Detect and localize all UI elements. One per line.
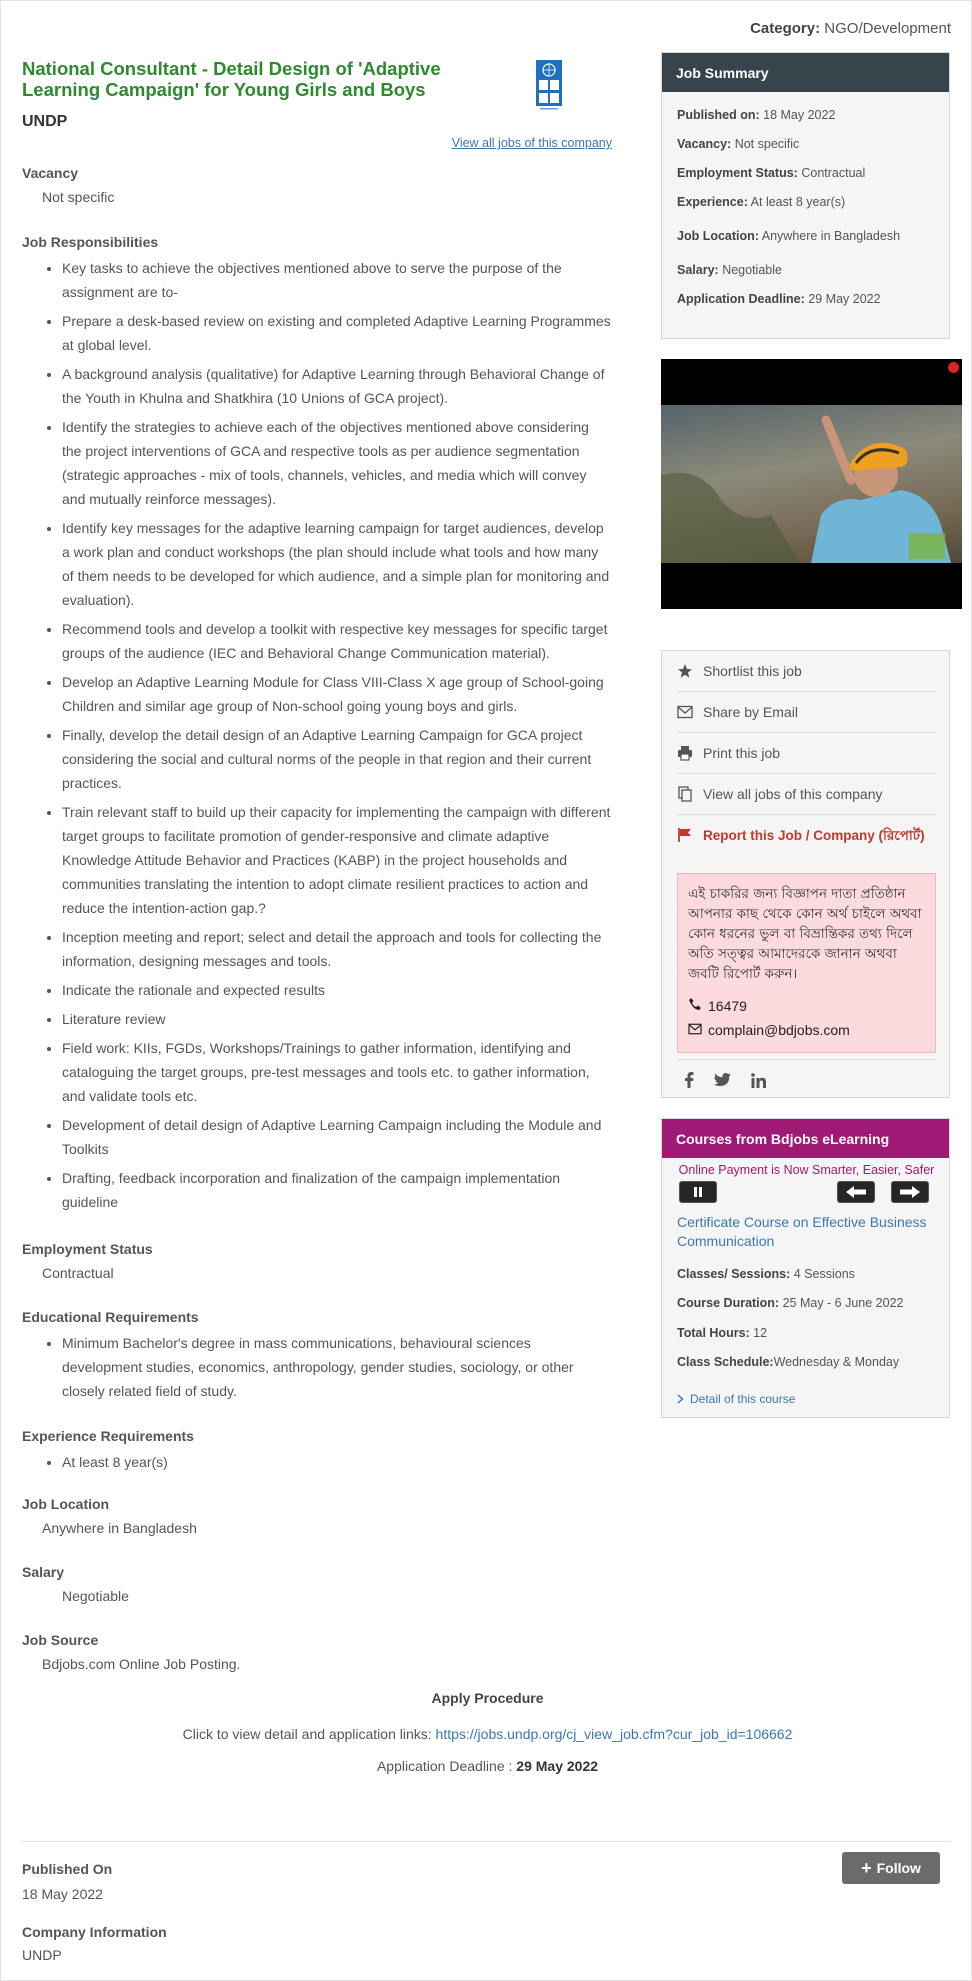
star-icon <box>677 663 693 679</box>
summary-label: Employment Status: <box>677 166 798 180</box>
vacancy-section <box>22 165 612 205</box>
warning-text: এই চাকরির জন্য বিজ্ঞাপন দাতা প্রতিষ্ঠান আপনার কাছ থেকে কোন অর্থ চাইলে অথবা কোন ধরনের ভুল বা বিভ্রান্তিকর তথ্য দিলে অতি সত্ত্বর আমাদেরকে জানান অথবা জবটি রিপোর্ট করুন। <box>688 886 922 982</box>
phone-contact <box>688 996 747 1016</box>
location-section <box>22 1496 612 1536</box>
pause-icon <box>692 1186 704 1198</box>
section-heading: Vacancy <box>22 165 79 181</box>
summary-label: Experience: <box>677 195 748 209</box>
summary-label: Published on: <box>677 108 760 122</box>
envelope-icon <box>688 1020 702 1040</box>
courses-marquee: Online Payment is Now Smarter, Easier, Safer <box>678 1163 935 1177</box>
envelope-icon <box>677 704 693 720</box>
education-list <box>22 1331 612 1403</box>
list-item: • Identify key messages for the adaptive learning campaign for target audiences, develop a work plan and conduct workshops (the plan should include what tools and how many of them needs to be developed for which audience, and a simple plan for monitoring and evaluation). <box>62 516 612 612</box>
course-name-link[interactable]: Certificate Course on Effective Business Communication <box>677 1214 927 1249</box>
course-row <box>677 1267 855 1281</box>
shortlist-label: Shortlist this job <box>703 663 802 679</box>
actions-panel <box>661 650 950 1098</box>
summary-row <box>677 137 799 151</box>
summary-value: Anywhere in Bangladesh <box>761 229 901 243</box>
fraud-warning <box>677 873 936 1053</box>
cyclist-illustration <box>661 405 962 563</box>
arrow-right-icon <box>899 1185 921 1199</box>
prev-button[interactable] <box>837 1181 875 1203</box>
shortlist-action[interactable] <box>677 651 936 692</box>
view-all-action[interactable] <box>677 774 936 815</box>
apply-deadline-label: Application Deadline : <box>376 1758 513 1774</box>
apply-deadline <box>22 1758 953 1774</box>
job-summary-panel <box>661 52 950 339</box>
apply-link[interactable]: https://jobs.undp.org/cj_view_job.cfm?cur_job_id=106662 <box>435 1726 793 1742</box>
ad-image <box>661 405 962 563</box>
list-item: • Prepare a desk-based review on existing and completed Adaptive Learning Programmes at global level. <box>62 309 612 357</box>
list-item: • Inception meeting and report; select and detail the approach and tools for collecting the information, designing messages and tools. <box>62 925 612 973</box>
section-heading: Experience Requirements <box>22 1428 194 1444</box>
course-value: Wednesday & Monday <box>773 1355 900 1369</box>
view-all-label: View all jobs of this company <box>703 786 883 802</box>
follow-button[interactable] <box>842 1852 940 1884</box>
vacancy-value: Not specific <box>42 189 115 205</box>
list-item: • Train relevant staff to build up their capacity for implementing the campaign with different target groups to facilitate promotion of gender-responsive and climate adaptive Knowledge Attitude Behavior and Practices (KABP) in the project households and communities translating the intention to adopt climate resilient practices to action and reduce the intention-action gap.? <box>62 800 612 920</box>
phone-icon <box>688 996 702 1016</box>
list-item: • Minimum Bachelor's degree in mass communications, behavioural sciences development studies, economics, anthropology, gender studies, sociology, or other closely related field of study. <box>62 1331 612 1403</box>
course-value: 4 Sessions <box>793 1267 855 1281</box>
follow-label: Follow <box>876 1860 921 1876</box>
section-heading: Job Responsibilities <box>22 234 159 250</box>
summary-label: Job Location: <box>677 229 759 243</box>
section-heading: Salary <box>22 1564 65 1580</box>
summary-row <box>677 166 865 180</box>
section-heading: Employment Status <box>22 1241 153 1257</box>
category-label: Category: <box>750 20 821 37</box>
chevron-right-icon <box>677 1394 684 1404</box>
ad-choices-icon[interactable] <box>948 362 959 373</box>
list-item: • Identify the strategies to achieve each of the objectives mentioned above considering the project interventions of GCA and respective tools as per audience segmentation (strategic approaches - mix of tools, channels, vehicles, and media which will convey and mutually reinforce messages). <box>62 415 612 511</box>
course-value: 25 May - 6 June 2022 <box>782 1296 904 1310</box>
twitter-icon[interactable] <box>714 1073 731 1090</box>
responsibilities-section <box>22 234 612 1214</box>
next-button[interactable] <box>891 1181 929 1203</box>
phone-number[interactable]: 16479 <box>708 998 747 1014</box>
list-item: • Develop an Adaptive Learning Module for Class VIII-Class X age group of School-going Children and similar age group of Non-school going young boys and girls. <box>62 670 612 718</box>
source-section <box>22 1632 612 1672</box>
summary-label: Application Deadline: <box>677 292 805 306</box>
experience-section <box>22 1428 612 1474</box>
courses-panel <box>661 1118 950 1418</box>
job-details <box>22 58 612 1672</box>
facebook-icon[interactable] <box>684 1072 694 1091</box>
courses-title: Courses from Bdjobs eLearning <box>662 1119 949 1158</box>
list-item: • At least 8 year(s) <box>62 1450 612 1474</box>
course-detail-label: Detail of this course <box>690 1392 796 1406</box>
list-item: • Literature review <box>62 1007 612 1031</box>
published-heading: Published On <box>22 1861 113 1877</box>
course-row <box>677 1326 767 1340</box>
summary-value: Negotiable <box>722 263 782 277</box>
section-heading: Job Location <box>22 1496 110 1512</box>
course-label: Course Duration: <box>677 1296 780 1310</box>
summary-value: 29 May 2022 <box>808 292 881 306</box>
apply-heading: Apply Procedure <box>431 1690 544 1706</box>
plus-icon: + <box>861 1858 872 1878</box>
apply-deadline-value: 29 May 2022 <box>516 1758 599 1774</box>
salary-value: Negotiable <box>62 1588 129 1604</box>
employment-status-value: Contractual <box>42 1265 114 1281</box>
linkedin-icon[interactable] <box>751 1073 766 1091</box>
list-item: • A background analysis (qualitative) for Adaptive Learning through Behavioral Change of the Youth in Khulna and Shatkhira (10 Unions of GCA project). <box>62 362 612 410</box>
list-item: • Drafting, feedback incorporation and finalization of the campaign implementation guideline <box>62 1166 612 1214</box>
share-email-action[interactable] <box>677 692 936 733</box>
summary-row <box>677 195 845 209</box>
divider <box>677 1059 936 1060</box>
course-row <box>677 1355 899 1369</box>
summary-value: 18 May 2022 <box>763 108 836 122</box>
view-all-jobs-link[interactable]: View all jobs of this company <box>451 136 612 150</box>
course-label: Class Schedule: <box>677 1355 774 1369</box>
list-item: • Field work: KIIs, FGDs, Workshops/Trainings to gather information, identifying and cataloguing the target groups, pre-test messages and tools etc. to gather information, and validate tools etc. <box>62 1036 612 1108</box>
section-heading: Job Source <box>22 1632 99 1648</box>
arrow-left-icon <box>845 1185 867 1199</box>
company-name: UNDP <box>22 113 68 130</box>
advertisement[interactable] <box>661 359 962 609</box>
summary-row <box>677 108 835 122</box>
company-info-heading: Company Information <box>22 1924 167 1940</box>
summary-row <box>677 229 900 243</box>
course-detail-link[interactable] <box>677 1392 795 1406</box>
apply-link-line <box>22 1726 953 1742</box>
course-value: 12 <box>753 1326 768 1340</box>
salary-section <box>22 1564 612 1604</box>
email-contact <box>688 1020 850 1040</box>
flag-icon <box>677 827 693 848</box>
report-action[interactable] <box>677 827 933 848</box>
published-value: 18 May 2022 <box>22 1886 103 1902</box>
course-row <box>677 1296 904 1310</box>
summary-value: At least 8 year(s) <box>750 195 846 209</box>
copy-icon <box>677 786 693 802</box>
share-email-label: Share by Email <box>703 704 798 720</box>
print-action[interactable] <box>677 733 936 774</box>
experience-list <box>22 1450 612 1474</box>
apply-prefix: Click to view detail and application links: <box>182 1726 432 1742</box>
summary-row <box>677 263 782 277</box>
job-summary-title: Job Summary <box>662 53 949 92</box>
category-value: NGO/Development <box>824 20 951 37</box>
company-info-value: UNDP <box>22 1947 62 1963</box>
list-item: • Development of detail design of Adaptive Learning Campaign including the Module and Toolkits <box>62 1113 612 1161</box>
list-item: • Recommend tools and develop a toolkit with respective key messages for specific target groups of the audience (IEC and Behavioral Change Communication material). <box>62 617 612 665</box>
list-item: • Key tasks to achieve the objectives mentioned above to serve the purpose of the assignment are to- <box>62 256 612 304</box>
education-section <box>22 1309 612 1403</box>
employment-status-section <box>22 1241 612 1281</box>
company-logo <box>536 60 562 112</box>
summary-label: Salary: <box>677 263 719 277</box>
section-heading: Educational Requirements <box>22 1309 199 1325</box>
job-title: National Consultant - Detail Design of 'Adaptive Learning Campaign' for Young Girls and Boys <box>22 58 441 100</box>
course-label: Total Hours: <box>677 1326 750 1340</box>
summary-row <box>677 292 881 306</box>
summary-value: Contractual <box>801 166 866 180</box>
responsibilities-list <box>22 256 612 1214</box>
divider <box>22 1841 951 1842</box>
location-value: Anywhere in Bangladesh <box>42 1520 197 1536</box>
complain-email[interactable]: complain@bdjobs.com <box>708 1022 850 1038</box>
source-value: Bdjobs.com Online Job Posting. <box>42 1656 241 1672</box>
print-label: Print this job <box>703 745 781 761</box>
printer-icon <box>677 745 693 761</box>
list-item: • Indicate the rationale and expected results <box>62 978 612 1002</box>
pause-button[interactable] <box>679 1181 717 1203</box>
course-label: Classes/ Sessions: <box>677 1267 791 1281</box>
report-label: Report this Job / Company (রিপোর্ট) <box>703 828 925 843</box>
category <box>750 20 951 37</box>
social-links <box>684 1072 766 1091</box>
list-item: • Finally, develop the detail design of an Adaptive Learning Campaign for GCA project considering the social and cultural norms of the people in that region and their current practices. <box>62 723 612 795</box>
summary-label: Vacancy: <box>677 137 732 151</box>
summary-value: Not specific <box>734 137 800 151</box>
